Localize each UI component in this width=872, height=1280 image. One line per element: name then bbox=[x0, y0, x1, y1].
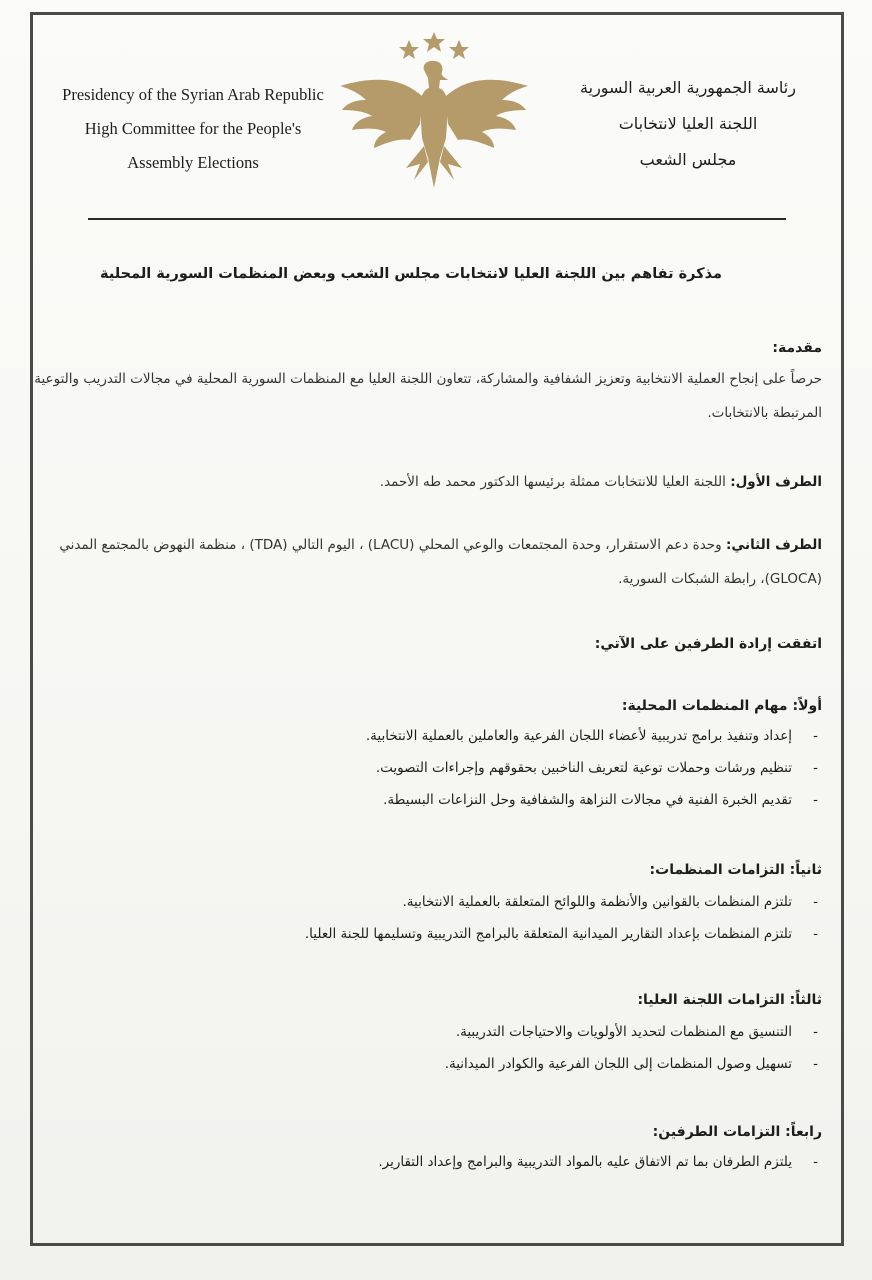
section-heading: ثالثاً: التزامات اللجنة العليا: bbox=[637, 992, 822, 1008]
section-heading: رابعاً: التزامات الطرفين: bbox=[652, 1124, 822, 1140]
list-item: - يلتزم الطرفان بما تم الاتفاق عليه بالمواد التدريبية والبرامج وإعداد التقارير. bbox=[22, 1146, 822, 1178]
intro-section bbox=[22, 340, 822, 430]
header-english-line-3: Assembly Elections bbox=[127, 153, 259, 172]
list-item: - تنظيم ورشات وحملات توعية لتعريف الناخبين بحقوقهم وإجراءات التصويت. bbox=[22, 752, 822, 784]
header-divider bbox=[88, 218, 786, 220]
party-one-text: اللجنة العليا للانتخابات ممثلة برئيسها الدكتور محمد طه الأحمد. bbox=[379, 474, 726, 490]
section-both-parties-obligations bbox=[22, 1124, 822, 1178]
intro-heading: مقدمة: bbox=[772, 340, 822, 356]
party-two-text: وحدة دعم الاستقرار، وحدة المجتمعات والوعي المحلي (LACU) ، اليوم التالي (TDA) ، منظمة النهوض بالمجتمع المدني (GLOCA)، رابطة الشبكات السورية. bbox=[59, 537, 822, 587]
section-heading: ثانياً: التزامات المنظمات: bbox=[649, 862, 822, 878]
section-list bbox=[22, 720, 822, 816]
list-item: - تلتزم المنظمات بالقوانين والأنظمة واللوائح المتعلقة بالعملية الانتخابية. bbox=[22, 886, 822, 918]
list-item: - تقديم الخبرة الفنية في مجالات النزاهة والشفافية وحل النزاعات البسيطة. bbox=[22, 784, 822, 816]
header-arabic-line-1: رئاسة الجمهورية العربية السورية bbox=[580, 78, 796, 97]
section-list bbox=[22, 1146, 822, 1178]
header-arabic-line-2: اللجنة العليا لانتخابات bbox=[618, 114, 758, 133]
section-list bbox=[22, 886, 822, 950]
document-title: مذكرة تفاهم بين اللجنة العليا لانتخابات مجلس الشعب وبعض المنظمات السورية المحلية bbox=[100, 266, 722, 282]
header-english bbox=[40, 78, 346, 180]
intro-text: حرصاً على إنجاح العملية الانتخابية وتعزيز الشفافية والمشاركة، تتعاون اللجنة العليا مع المنظمات السورية المحلية في مجالات التدريب والتوعية المرتبطة بالانتخابات. bbox=[34, 371, 822, 421]
header-english-line-2: High Committee for the People's bbox=[84, 119, 302, 138]
list-item: - التنسيق مع المنظمات لتحديد الأولويات والاحتياجات التدريبية. bbox=[22, 1016, 822, 1048]
header-english-line-1: Presidency of the Syrian Arab Republic bbox=[62, 85, 324, 104]
section-organization-obligations bbox=[22, 862, 822, 950]
section-heading: أولاً: مهام المنظمات المحلية: bbox=[621, 698, 822, 714]
section-local-organizations bbox=[22, 698, 822, 816]
section-list bbox=[22, 1016, 822, 1080]
golden-eagle-emblem-icon bbox=[336, 28, 532, 194]
party-two-label: الطرف الثاني: bbox=[725, 537, 822, 553]
header-arabic-line-3: مجلس الشعب bbox=[639, 150, 737, 169]
list-item: - تسهيل وصول المنظمات إلى اللجان الفرعية والكوادر الميدانية. bbox=[22, 1048, 822, 1080]
section-committee-obligations bbox=[22, 992, 822, 1080]
party-two bbox=[22, 528, 822, 596]
party-one-label: الطرف الأول: bbox=[730, 474, 822, 490]
list-item: - إعداد وتنفيذ برامج تدريبية لأعضاء اللجان الفرعية والعاملين بالعملية الانتخابية. bbox=[22, 720, 822, 752]
party-one bbox=[22, 465, 822, 499]
header-arabic bbox=[566, 70, 810, 178]
agreement-line: اتفقت إرادة الطرفين على الآتي: bbox=[594, 636, 822, 652]
list-item: - تلتزم المنظمات بإعداد التقارير الميدانية المتعلقة بالبرامج التدريبية وتسليمها للجنة العليا. bbox=[22, 918, 822, 950]
